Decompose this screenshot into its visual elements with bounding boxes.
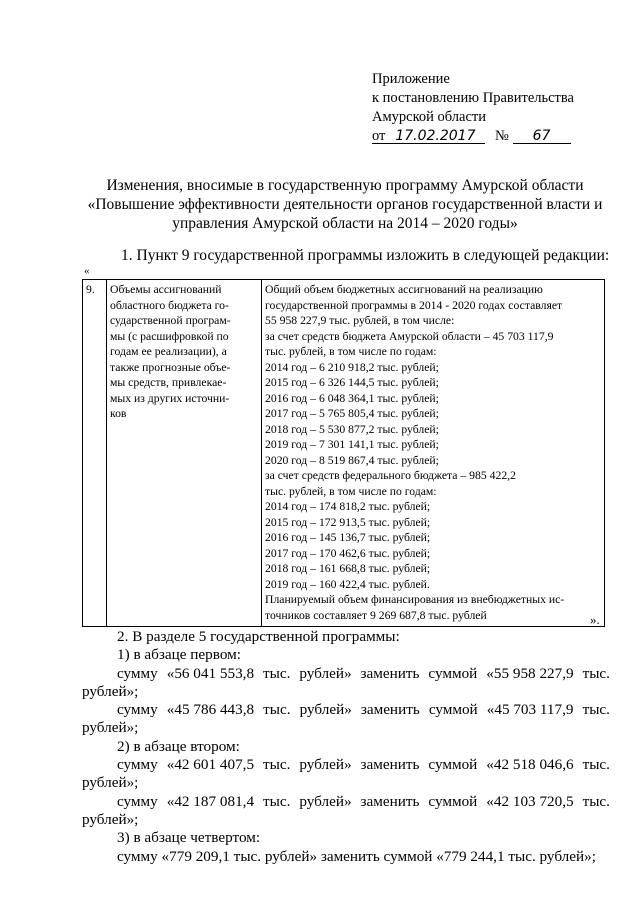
word: «55 958 227,9 [486,664,574,682]
from-label: от 17.02.2017 [372,129,485,144]
label-line: Объемы ассигнований [110,283,222,296]
label-line: годам ее реализации), а [110,345,227,358]
replace-line-1b [82,701,610,719]
content-line: 55 958 227,9 тыс. рублей, в том числе: [265,314,455,327]
row-label [107,280,262,627]
annex-line-3: Амурской области [372,109,486,125]
quote-close: ». [590,612,600,627]
content-line: 2018 год – 5 530 877,2 тыс. рублей; [265,422,439,436]
content-line: 2016 год – 6 048 364,1 тыс. рублей; [265,391,439,405]
content-line: 2019 год – 7 301 141,1 тыс. рублей; [265,438,439,451]
section-2-heading: 2. В разделе 5 государственной программы: [117,628,400,645]
program-table [82,279,605,627]
word: суммой [428,701,478,719]
annex-date-line [372,127,574,146]
content-line: 2016 год – 145 136,7 тыс. рублей; [265,531,431,544]
content-line: 2015 год – 172 913,5 тыс. рублей; [265,515,431,529]
content-line: 2017 год – 170 462,6 тыс. рублей; [265,546,431,560]
word: сумму [117,664,158,682]
word: заменить [360,664,420,682]
row-content [262,280,605,627]
content-line: 2014 год – 6 210 918,2 тыс. рублей; [265,360,439,374]
label-line: мых из других источни- [110,391,230,405]
sub-item-3: 3) в абзаце четвертом: [117,829,261,847]
label-line: также прогнозные объе- [110,360,231,374]
word: тыс. [582,664,610,682]
label-line: областного бюджета го- [110,298,229,312]
word: тыс. [263,664,291,682]
label-line: ков [110,407,127,420]
word: сумму [117,701,158,719]
handwritten-number: 67 [513,129,571,144]
sub-item-1: 1) в абзаце первом: [117,646,241,664]
word: «45 786 443,8 [166,701,255,719]
word: тыс. [263,701,291,719]
label-line: мы средств, привлекае- [110,376,227,389]
content-line: государственной программы в 2014 - 2020 годах составляет [265,298,563,312]
title-line-1: Изменения, вносимые в государственную программу Амурской области [106,177,584,194]
number-label: № [495,128,509,144]
content-line: точников составляет 9 269 687,8 тыс. рублей [265,608,487,622]
content-line: за счет средств федерального бюджета – 985 422,2 [265,469,516,482]
sub-item-2: 2) в абзаце втором: [117,737,240,755]
replace-line-2b [82,793,610,811]
word: «42 518 046,6 [486,756,574,774]
annex-line-2: к постановлению Правительства [372,90,574,106]
content-line: 2019 год – 160 422,4 тыс. рублей. [265,577,430,591]
label-line: сударственной програм- [110,314,231,327]
word: «42 601 407,5 [166,756,255,774]
word: тыс. [582,701,610,719]
word: суммой [428,792,478,810]
title-line-3: управления Амурской области на 2014 – 2020 годы» [172,215,518,232]
content-line: 2015 год – 6 326 144,5 тыс. рублей; [265,376,439,389]
word: «45 703 117,9 [486,701,574,719]
replace-line-1a [82,665,610,683]
word: рублей» [299,701,352,719]
content-line: 2020 год – 8 519 867,4 тыс. рублей; [265,453,439,467]
annex-line-1: Приложение [372,71,450,87]
section-2 [82,628,610,866]
document-title [60,176,630,233]
title-line-2: «Повышение эффективности деятельности органов государственной власти и [87,196,603,213]
word: суммой [428,756,478,774]
replace-line-2a-tail: рублей»; [82,774,139,792]
word: рублей» [299,756,352,774]
replace-line-1b-tail: рублей»; [82,719,139,737]
word: заменить [360,756,420,774]
table-row [83,280,605,627]
item-1-paragraph: 1. Пункт 9 государственной программы изложить в следующей редакции: [121,247,610,264]
word: «56 041 553,8 [166,664,255,682]
word: «42 103 720,5 [486,792,574,810]
replace-line-2b-tail: рублей»; [82,810,139,828]
content-line: Планируемый объем финансирования из внебюджетных ис- [265,593,565,606]
word: рублей» [299,664,352,682]
word: сумму [117,756,158,774]
content-line: 2018 год – 161 668,8 тыс. рублей; [265,562,431,575]
quote-open: « [84,265,90,277]
handwritten-date: 17.02.2017 [395,128,476,144]
word: «42 187 081,4 [166,792,255,810]
content-line: тыс. рублей, в том числе по годам: [265,345,437,358]
content-line: Общий объем бюджетных ассигнований на реализацию [265,283,543,296]
word: тыс. [582,792,610,810]
word: заменить [360,792,420,810]
content-line: 2014 год – 174 818,2 тыс. рублей; [265,500,431,513]
annex-block [372,70,574,146]
label-line: мы (с расшифровкой по [110,329,229,343]
content-line: за счет средств бюджета Амурской области – 45 703 117,9 [265,329,554,343]
word: сумму [117,792,158,810]
replace-line-1a-tail: рублей»; [82,682,139,700]
word: заменить [360,701,420,719]
content-line: 2017 год – 5 765 805,4 тыс. рублей; [265,407,439,420]
word: суммой [428,664,478,682]
word: рублей» [299,792,352,810]
replace-line-2a [82,756,610,774]
word: тыс. [263,756,291,774]
replace-line-3: сумму «779 209,1 тыс. рублей» заменить суммой «779 244,1 тыс. рублей»; [117,847,596,865]
word: тыс. [582,756,610,774]
content-line: тыс. рублей, в том числе по годам: [265,484,437,498]
row-number: 9. [83,280,107,627]
word: тыс. [263,792,291,810]
